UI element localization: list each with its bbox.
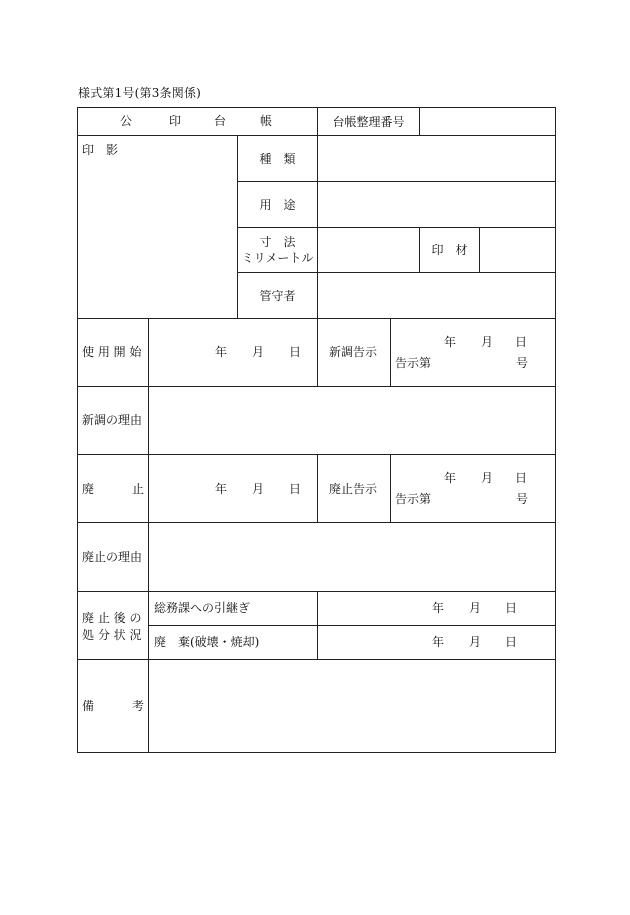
size-label-text: 寸 法 [259, 235, 296, 249]
abolish-notice-label: 廃止告示 [329, 482, 378, 496]
register-title-char: 帳 [260, 114, 273, 128]
remarks-label-char: 備 [82, 699, 95, 713]
register-title-char: 印 [169, 114, 182, 128]
abolish-label-char: 止 [132, 482, 145, 496]
new-notice-month: 月 [481, 335, 494, 349]
new-notice-number-suffix: 号 [516, 356, 529, 370]
after-abolish-label-line: 処 分 状 況 [82, 628, 142, 642]
size-unit-text: ミリメートル [241, 251, 314, 265]
custodian-label: 管守者 [259, 288, 296, 303]
register-title-char: 台 [214, 114, 227, 128]
abolish-month: 月 [252, 482, 265, 496]
abolish-notice-day: 日 [515, 471, 528, 485]
seal-impression-label: 印 影 [82, 143, 119, 157]
remarks-label-char: 考 [132, 699, 145, 713]
form-header: 様式第1号(第3条関係) [78, 86, 202, 100]
row-divider [148, 625, 556, 626]
type-input[interactable] [318, 136, 555, 181]
register-title-cell [77, 107, 318, 136]
new-notice-year: 年 [444, 335, 457, 349]
usage-label: 用 途 [259, 197, 296, 212]
abolish-reason-input[interactable] [149, 523, 555, 591]
material-label: 印 材 [431, 243, 468, 257]
register-title-char: 公 [120, 114, 133, 128]
seal-impression-area[interactable] [78, 160, 236, 317]
start-use-year: 年 [215, 345, 228, 359]
abolish-notice-number-prefix: 告示第 [395, 492, 432, 506]
new-reason-input[interactable] [149, 387, 555, 454]
disposal-month: 月 [469, 635, 482, 649]
ledger-number-input[interactable] [420, 108, 555, 135]
col-divider [317, 454, 318, 522]
disposal-day: 日 [505, 635, 518, 649]
ledger-number-label: 台帳整理番号 [332, 114, 405, 129]
start-use-day: 日 [289, 345, 302, 359]
custodian-input[interactable] [318, 273, 555, 318]
start-use-month: 月 [252, 345, 265, 359]
disposal-label: 廃 棄(破壊・焼却) [154, 635, 260, 649]
material-input[interactable] [480, 228, 555, 272]
size-input[interactable] [318, 228, 419, 272]
abolish-reason-label: 廃止の理由 [82, 550, 143, 564]
new-reason-label: 新調の理由 [82, 413, 143, 427]
usage-input[interactable] [318, 182, 555, 227]
remarks-input[interactable] [149, 660, 555, 752]
type-label: 種 類 [259, 151, 296, 166]
col-divider [317, 591, 318, 659]
col-divider [317, 318, 318, 386]
abolish-notice-number-suffix: 号 [516, 492, 529, 506]
handover-year: 年 [432, 601, 445, 615]
new-notice-number-prefix: 告示第 [395, 356, 432, 370]
handover-label: 総務課への引継ぎ [154, 601, 251, 615]
handover-month: 月 [469, 601, 482, 615]
abolish-day: 日 [289, 482, 302, 496]
abolish-notice-month: 月 [481, 471, 494, 485]
after-abolish-label-line: 廃 止 後 の [82, 611, 142, 625]
start-use-label: 使 用 開 始 [82, 345, 142, 359]
abolish-year: 年 [215, 482, 228, 496]
new-notice-day: 日 [515, 335, 528, 349]
col-divider [390, 318, 391, 386]
disposal-year: 年 [432, 635, 445, 649]
col-divider [390, 454, 391, 522]
abolish-notice-year: 年 [444, 471, 457, 485]
size-label [238, 228, 317, 272]
abolish-label-char: 廃 [82, 482, 95, 496]
handover-day: 日 [505, 601, 518, 615]
new-notice-label: 新調告示 [329, 345, 378, 359]
